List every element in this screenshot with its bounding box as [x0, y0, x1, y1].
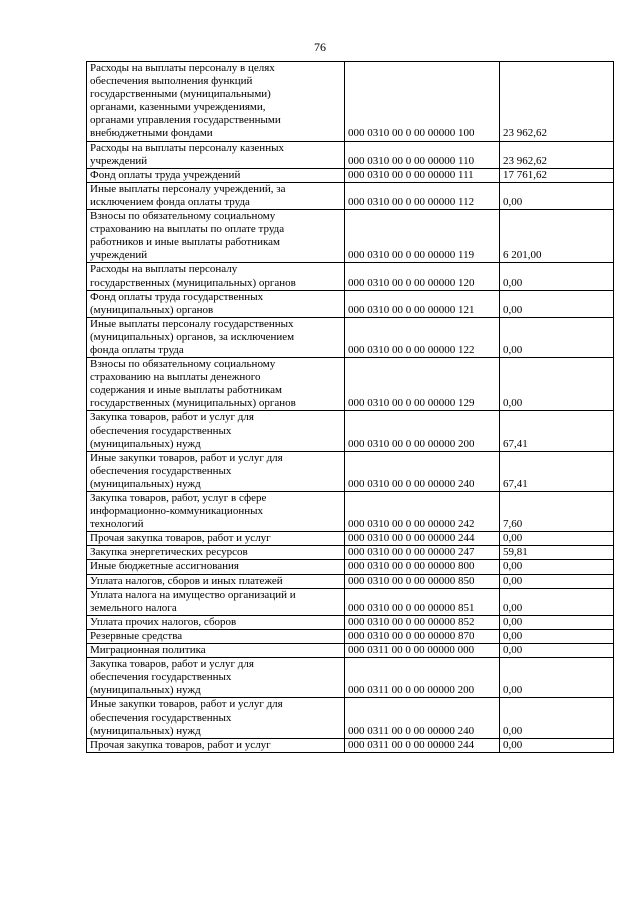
- row-code-cell: 000 0310 00 0 00 00000 110: [345, 141, 500, 168]
- row-amount-cell: 0,00: [500, 738, 614, 752]
- row-name-cell: Расходы на выплаты персоналу казенных учреждений: [87, 141, 345, 168]
- row-code-cell: 000 0310 00 0 00 00000 852: [345, 615, 500, 629]
- row-amount-cell: 0,00: [500, 588, 614, 615]
- row-amount-cell: 23 962,62: [500, 62, 614, 142]
- row-amount-cell: 0,00: [500, 698, 614, 738]
- row-code-cell: 000 0310 00 0 00 00000 129: [345, 358, 500, 411]
- row-amount-cell: 67,41: [500, 411, 614, 451]
- row-code-cell: 000 0311 00 0 00 00000 240: [345, 698, 500, 738]
- row-name-cell: Закупка товаров, работ и услуг для обеспечения государственных (муниципальных) нужд: [87, 658, 345, 698]
- row-code-cell: 000 0310 00 0 00 00000 119: [345, 210, 500, 263]
- row-name-cell: Иные закупки товаров, работ и услуг для обеспечения государственных (муниципальных) нужд: [87, 698, 345, 738]
- row-code-cell: 000 0310 00 0 00 00000 112: [345, 182, 500, 209]
- row-amount-cell: 0,00: [500, 615, 614, 629]
- table-row: [87, 546, 614, 560]
- budget-table: [86, 61, 614, 753]
- table-row: [87, 62, 614, 142]
- row-amount-cell: 59,81: [500, 546, 614, 560]
- row-name-cell: Прочая закупка товаров, работ и услуг: [87, 738, 345, 752]
- page-number: 76: [314, 40, 326, 54]
- row-name-cell: Иные выплаты персоналу учреждений, за исключением фонда оплаты труда: [87, 182, 345, 209]
- table-row: [87, 644, 614, 658]
- row-code-cell: 000 0310 00 0 00 00000 240: [345, 451, 500, 491]
- row-name-cell: Фонд оплаты труда государственных (муниципальных) органов: [87, 290, 345, 317]
- row-code-cell: 000 0310 00 0 00 00000 851: [345, 588, 500, 615]
- row-code-cell: 000 0310 00 0 00 00000 800: [345, 560, 500, 574]
- row-amount-cell: 0,00: [500, 263, 614, 290]
- table-row: [87, 263, 614, 290]
- table-row: [87, 182, 614, 209]
- row-amount-cell: 0,00: [500, 358, 614, 411]
- table-row: [87, 210, 614, 263]
- row-name-cell: Иные бюджетные ассигнования: [87, 560, 345, 574]
- table-row: [87, 629, 614, 643]
- row-amount-cell: 0,00: [500, 182, 614, 209]
- row-code-cell: 000 0310 00 0 00 00000 122: [345, 317, 500, 357]
- row-code-cell: 000 0310 00 0 00 00000 121: [345, 290, 500, 317]
- row-name-cell: Расходы на выплаты персоналу в целях обеспечения выполнения функций государственными (муниципальными) органами, казенными учреждениями, органами управления государственными внебюджетными фондами: [87, 62, 345, 142]
- row-amount-cell: 17 761,62: [500, 168, 614, 182]
- table-row: [87, 492, 614, 532]
- row-amount-cell: 0,00: [500, 629, 614, 643]
- table-row: [87, 168, 614, 182]
- row-name-cell: Закупка товаров, работ, услуг в сфере информационно-коммуникационных технологий: [87, 492, 345, 532]
- table-row: [87, 574, 614, 588]
- table-row: [87, 588, 614, 615]
- table-row: [87, 290, 614, 317]
- table-row: [87, 411, 614, 451]
- row-amount-cell: 0,00: [500, 290, 614, 317]
- row-code-cell: 000 0310 00 0 00 00000 242: [345, 492, 500, 532]
- row-amount-cell: 6 201,00: [500, 210, 614, 263]
- table-row: [87, 560, 614, 574]
- row-name-cell: Взносы по обязательному социальному страхованию на выплаты денежного содержания и иные выплаты работникам государственных (муниципальных) органов: [87, 358, 345, 411]
- row-amount-cell: 0,00: [500, 560, 614, 574]
- row-name-cell: Резервные средства: [87, 629, 345, 643]
- row-amount-cell: 23 962,62: [500, 141, 614, 168]
- table-row: [87, 358, 614, 411]
- row-name-cell: Иные выплаты персоналу государственных (муниципальных) органов, за исключением фонда оплаты труда: [87, 317, 345, 357]
- table-row: [87, 658, 614, 698]
- table-row: [87, 451, 614, 491]
- row-code-cell: 000 0311 00 0 00 00000 244: [345, 738, 500, 752]
- row-name-cell: Фонд оплаты труда учреждений: [87, 168, 345, 182]
- row-name-cell: Уплата налога на имущество организаций и земельного налога: [87, 588, 345, 615]
- row-amount-cell: 0,00: [500, 574, 614, 588]
- row-amount-cell: 7,60: [500, 492, 614, 532]
- row-amount-cell: 0,00: [500, 317, 614, 357]
- row-amount-cell: 67,41: [500, 451, 614, 491]
- row-name-cell: Взносы по обязательному социальному страхованию на выплаты по оплате труда работников и иные выплаты работникам учреждений: [87, 210, 345, 263]
- table-row: [87, 698, 614, 738]
- table-row: [87, 738, 614, 752]
- row-code-cell: 000 0311 00 0 00 00000 000: [345, 644, 500, 658]
- row-code-cell: 000 0310 00 0 00 00000 120: [345, 263, 500, 290]
- row-name-cell: Прочая закупка товаров, работ и услуг: [87, 532, 345, 546]
- row-code-cell: 000 0311 00 0 00 00000 200: [345, 658, 500, 698]
- row-code-cell: 000 0310 00 0 00 00000 850: [345, 574, 500, 588]
- row-name-cell: Иные закупки товаров, работ и услуг для обеспечения государственных (муниципальных) нужд: [87, 451, 345, 491]
- row-name-cell: Миграционная политика: [87, 644, 345, 658]
- row-name-cell: Уплата прочих налогов, сборов: [87, 615, 345, 629]
- row-code-cell: 000 0310 00 0 00 00000 100: [345, 62, 500, 142]
- table-row: [87, 532, 614, 546]
- row-amount-cell: 0,00: [500, 532, 614, 546]
- row-name-cell: Расходы на выплаты персоналу государственных (муниципальных) органов: [87, 263, 345, 290]
- row-code-cell: 000 0310 00 0 00 00000 247: [345, 546, 500, 560]
- row-code-cell: 000 0310 00 0 00 00000 111: [345, 168, 500, 182]
- row-amount-cell: 0,00: [500, 658, 614, 698]
- table-row: [87, 615, 614, 629]
- row-name-cell: Закупка энергетических ресурсов: [87, 546, 345, 560]
- row-code-cell: 000 0310 00 0 00 00000 244: [345, 532, 500, 546]
- row-code-cell: 000 0310 00 0 00 00000 200: [345, 411, 500, 451]
- budget-table-body: [87, 62, 614, 753]
- row-name-cell: Закупка товаров, работ и услуг для обеспечения государственных (муниципальных) нужд: [87, 411, 345, 451]
- table-row: [87, 317, 614, 357]
- row-amount-cell: 0,00: [500, 644, 614, 658]
- table-row: [87, 141, 614, 168]
- row-name-cell: Уплата налогов, сборов и иных платежей: [87, 574, 345, 588]
- row-code-cell: 000 0310 00 0 00 00000 870: [345, 629, 500, 643]
